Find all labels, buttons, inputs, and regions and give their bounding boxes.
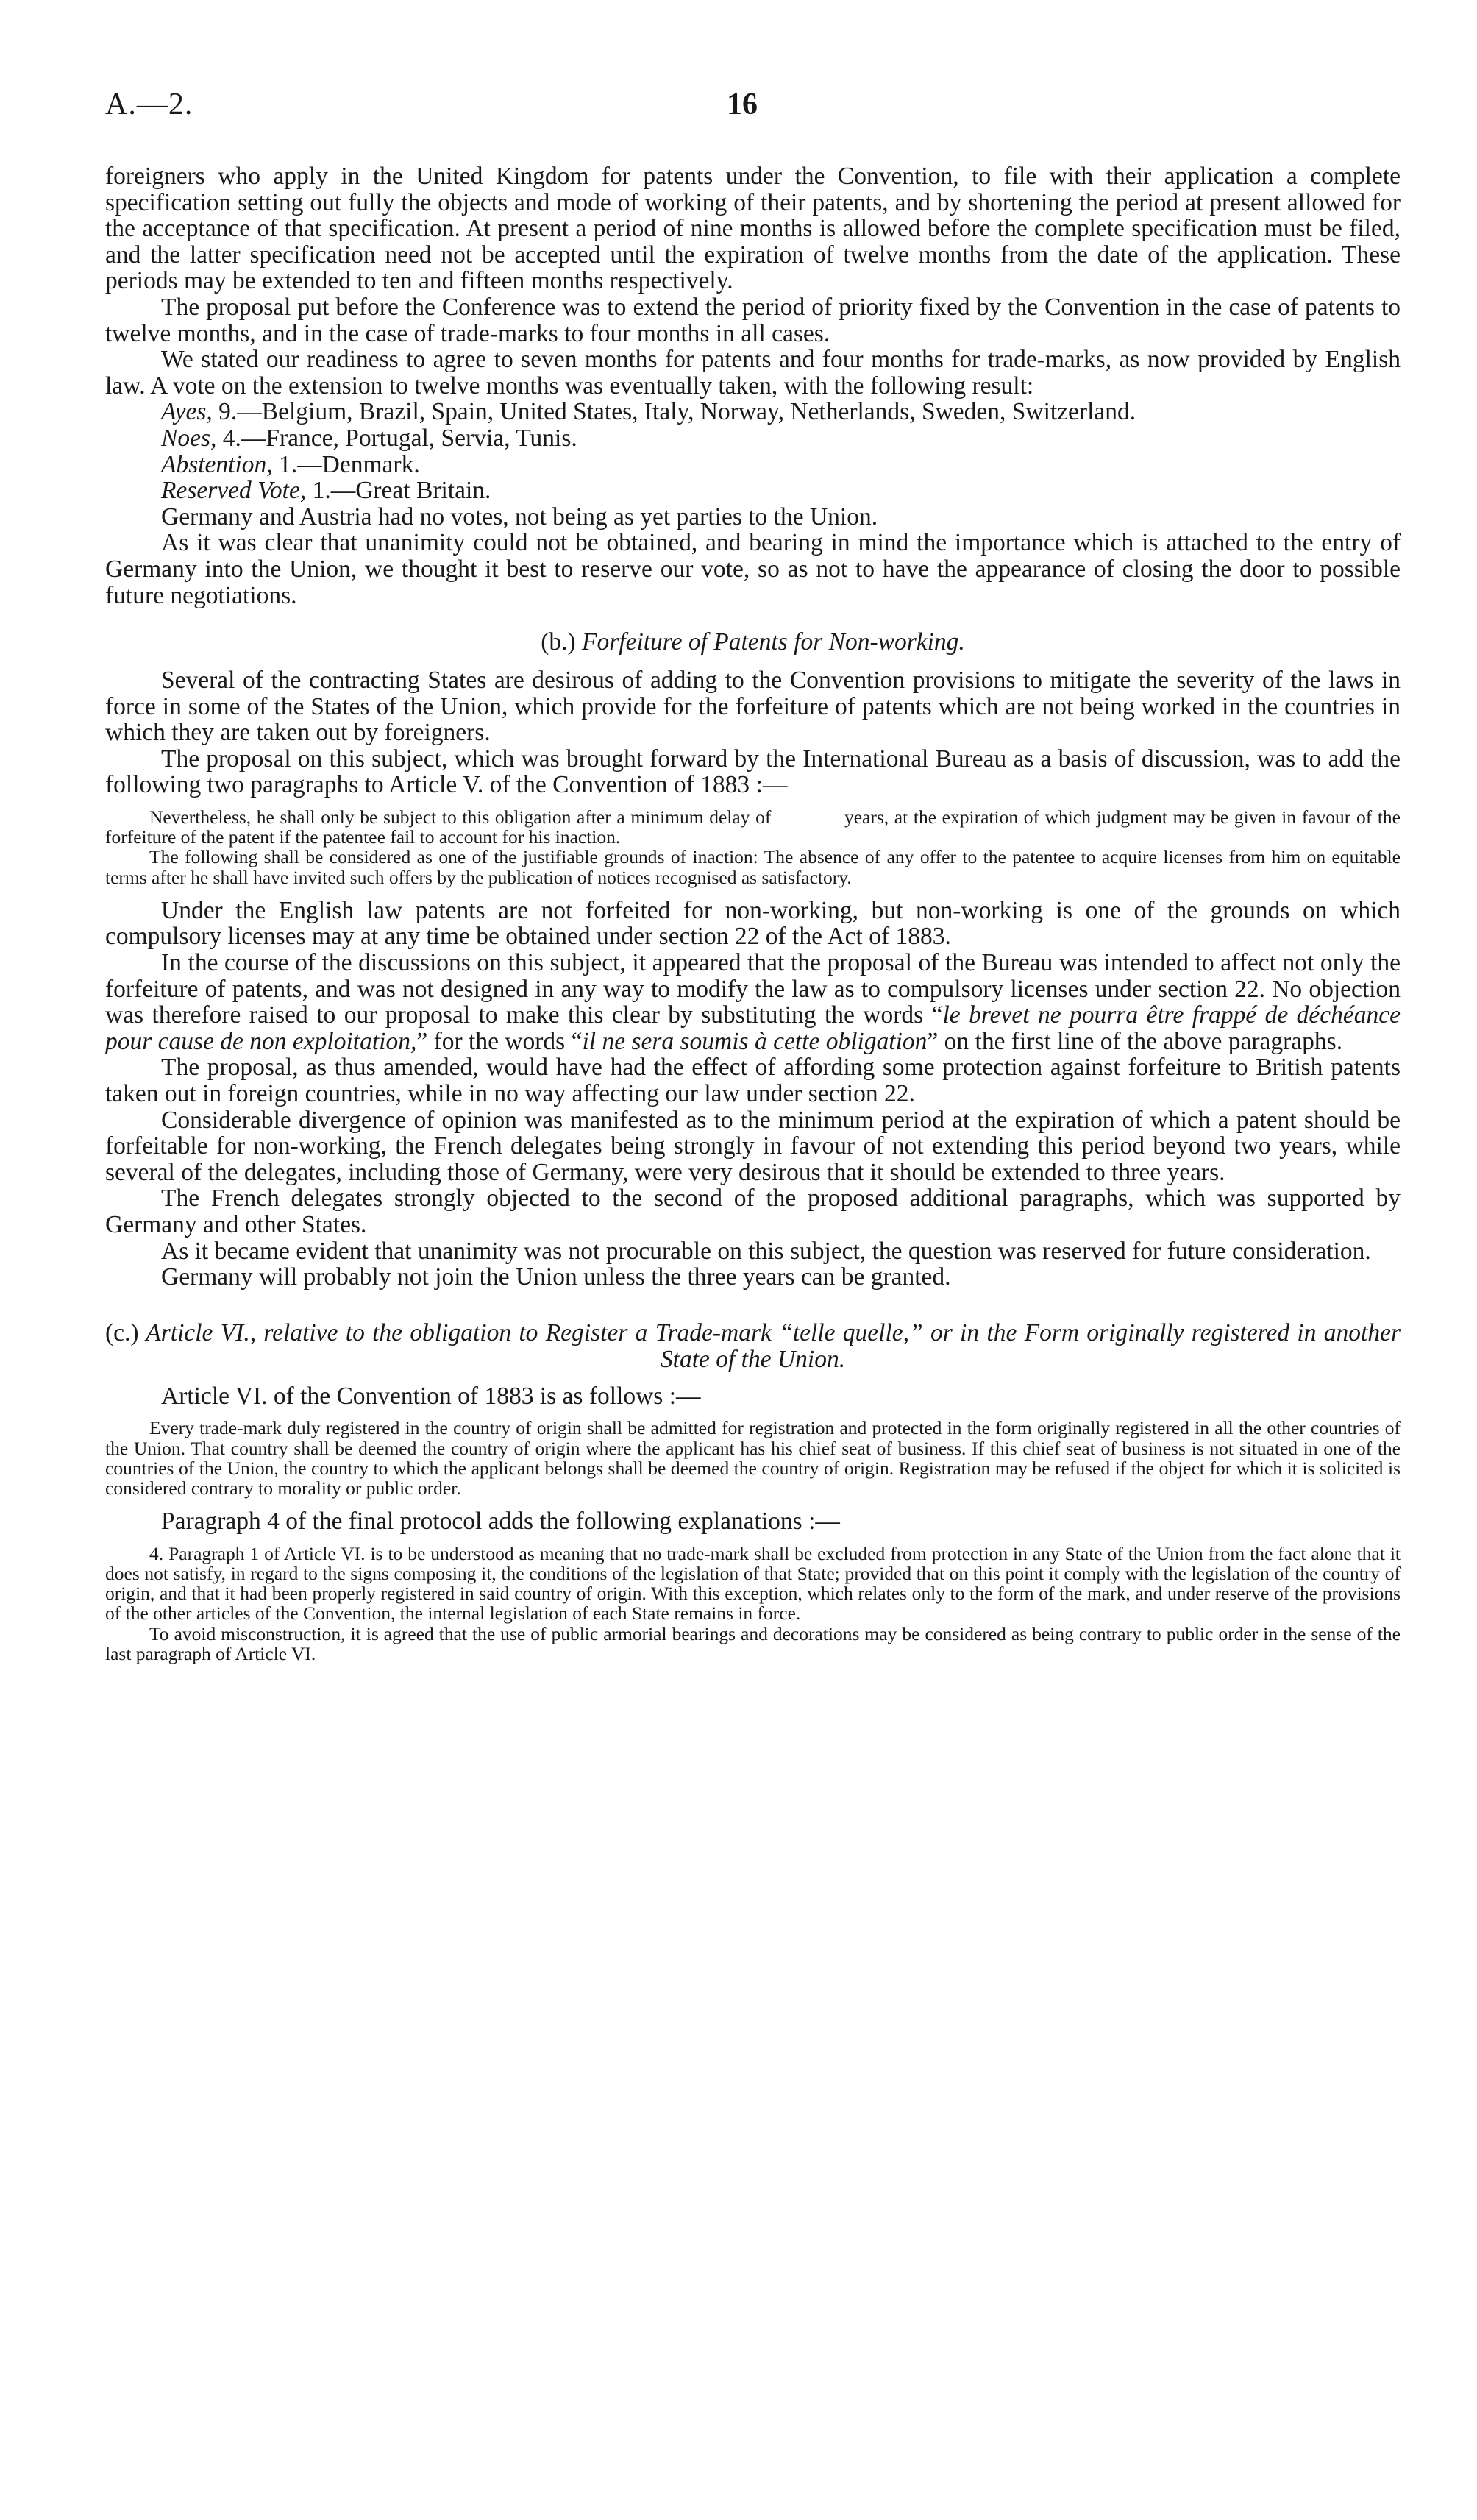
quote-block-article-vi bbox=[105, 1418, 1401, 1498]
vote-reserved-label: Reserved Vote, bbox=[161, 477, 307, 505]
discussion-text-b: ” for the words “ bbox=[416, 1027, 583, 1055]
section-c-heading bbox=[105, 1320, 1401, 1373]
vote-ayes bbox=[105, 399, 1401, 425]
vote-reserved-text: 1.—Great Britain. bbox=[306, 477, 491, 505]
paragraph-contracting-states: Several of the contracting States are desirous of adding to the Convention provisions to mitigate the severity of the laws in force in some of the States of the Union, which provide for the forfeiture of patents which are not being worked in the countries in which they are taken out by foreigners. bbox=[105, 667, 1401, 747]
vote-reserved bbox=[105, 478, 1401, 504]
vote-abstention-label: Abstention, bbox=[161, 450, 273, 478]
vote-abstention-text: 1.—Denmark. bbox=[272, 450, 420, 478]
vote-noes bbox=[105, 425, 1401, 452]
discussion-text-a: In the course of the discussions on this subject, it appeared that the proposal of the Bureau was intended to affect not only the forfeiture of patents, and was not designed in any way to modify the law as to compulsory licenses under section 22. No objection was therefore raised to our proposal to make this clear by substituting the words “ bbox=[105, 949, 1401, 1029]
paragraph-reserved-consideration: As it became evident that unanimity was not procurable on this subject, the question was reserved for future consideration. bbox=[161, 1237, 1371, 1265]
paragraph-article-vi-intro: Article VI. of the Convention of 1883 is as follows :— bbox=[161, 1382, 701, 1410]
vote-ayes-text: 9.—Belgium, Brazil, Spain, United States, Italy, Norway, Netherlands, Sweden, Switzerland. bbox=[212, 398, 1136, 426]
paragraph-unanimity: As it was clear that unanimity could not be obtained, and bearing in mind the importance which is attached to the entry of Germany into the Union, we thought it best to reserve our vote, so as not to have the appearance of closing the door to possible future negotiations. bbox=[105, 529, 1401, 609]
vote-noes-text: 4.—France, Portugal, Servia, Tunis. bbox=[216, 424, 577, 452]
section-b-title: Forfeiture of Patents for Non-working. bbox=[582, 628, 965, 656]
section-c-title-b: ” or in the Form originally registered in another State of the Union. bbox=[660, 1318, 1401, 1373]
paragraph-priority-proposal: The proposal put before the Conference was to extend the period of priority fixed by the Convention in the case of patents to twelve months, and in the case of trade-marks to four months in all cases. bbox=[105, 293, 1401, 347]
paragraph-divergence: Considerable divergence of opinion was manifested as to the minimum period at the expiration of which a patent should be forfeitable for non-working, the French delegates being strongly in favour of not extending this period beyond two years, while several of the delegates, including those of Germany, were very desirous that it should be extended to three years. bbox=[105, 1106, 1401, 1186]
discussion-text-c: ” on the first line of the above paragraphs. bbox=[927, 1027, 1343, 1055]
section-b-mark: (b.) bbox=[541, 628, 576, 656]
vote-abstention bbox=[105, 452, 1401, 478]
page-content bbox=[105, 163, 1406, 1674]
paragraph-french-objection: The French delegates strongly objected to the second of the proposed additional paragraphs, which was supported by Germany and other States. bbox=[105, 1185, 1401, 1238]
paragraph-germany-austria: Germany and Austria had no votes, not being as yet parties to the Union. bbox=[161, 503, 878, 530]
quote-armorial-bearings: To avoid misconstruction, it is agreed that the use of public armorial bearings and decorations may be considered as being contrary to public order in the sense of the last paragraph of Article VI. bbox=[105, 1622, 1401, 1664]
quote-block-protocol bbox=[105, 1544, 1401, 1664]
section-c-title-quote: telle quelle, bbox=[792, 1318, 910, 1346]
paragraph-discussions bbox=[105, 950, 1401, 1054]
paragraph-amended-proposal: The proposal, as thus amended, would have had the effect of affording some protection against forfeiture to British patents taken out in foreign countries, while in no way affecting our law under section 22. bbox=[105, 1054, 1401, 1108]
paragraph-continuation: foreigners who apply in the United Kingdom for patents under the Convention, to file with their application a complete specification setting out fully the objects and mode of working of their patents, and by shortening the period at present allowed for the acceptance of that specification. At present a period of nine months is allowed before the complete specification must be filed, and the latter specification need not be accepted until the expiration of twelve months from the date of the application. These periods may be extended to ten and fifteen months respectively. bbox=[105, 163, 1401, 295]
paragraph-readiness: We stated our readiness to agree to seven months for patents and four months for trade-marks, as now provided by English law. A vote on the extension to twelve months was eventually taken, with the following result: bbox=[105, 346, 1401, 400]
section-c-mark: (c.) bbox=[105, 1318, 139, 1346]
quote-justifiable-grounds: The following shall be considered as one of the justifiable grounds of inaction: The absence of any offer to the patentee to acquire licenses from him on equitable terms after he shall have invited such offers by the publication of notices recognised as satisfactory. bbox=[105, 846, 1401, 888]
paragraph-final-protocol: Paragraph 4 of the final protocol adds the following explanations :— bbox=[161, 1508, 840, 1536]
section-c-title-a: Article VI., relative to the obligation to Register a Trade-mark “ bbox=[146, 1318, 793, 1346]
document-reference: A.—2. bbox=[105, 88, 193, 121]
vote-noes-label: Noes, bbox=[161, 424, 217, 452]
page-header bbox=[105, 87, 1401, 131]
quote-protocol-paragraph-4: 4. Paragraph 1 of Article VI. is to be understood as meaning that no trade-mark shall be excluded from protection in any State of the Union from the fact alone that it does not satisfy, in regard to the signs composing it, the conditions of the legislation of that State; provided that on this point it comply with the legislation of the country of origin, and that it had been properly registered in said country of origin. With this exception, which relates only to the form of the mark, and under reserve of the provisions of the other articles of the Convention, the internal legislation of each State remains in force. bbox=[105, 1542, 1401, 1625]
quote-block-article-v bbox=[105, 806, 1406, 888]
paragraph-english-law: Under the English law patents are not forfeited for non-working, but non-working is one of the grounds on which compulsory licenses may at any time be obtained under section 22 of the Act of 1883. bbox=[105, 896, 1401, 951]
section-b-heading bbox=[105, 629, 1401, 656]
quote-article-vi: Every trade-mark duly registered in the country of origin shall be admitted for registration and protected in the form originally registered in all the other countries of the Union. That country shall be deemed the country of origin where the applicant has his chief seat of business. If this chief seat of business is not situated in one of the countries of the Union, the country to which the applicant belongs shall be deemed the country of origin. Registration may be refused if the object for which it is solicited is considered contrary to morality or public order. bbox=[105, 1417, 1401, 1499]
french-phrase-2: il ne sera soumis à cette obligation bbox=[582, 1027, 928, 1055]
paragraph-germany-join: Germany will probably not join the Union unless the three years can be granted. bbox=[161, 1263, 951, 1291]
french-phrase-1: le brevet ne pourra être frappé de déchéance pour cause de non exploitation, bbox=[105, 1001, 1401, 1055]
page-number: 16 bbox=[727, 88, 758, 121]
vote-ayes-label: Ayes, bbox=[161, 398, 213, 426]
quote-minimum-delay: Nevertheless, he shall only be subject to this obligation after a minimum delay of years, at the expiration of which judgment may be given in favour of the forfeiture of the patent if the patentee fail to account for his inaction. bbox=[105, 806, 1406, 848]
paragraph-bureau-proposal: The proposal on this subject, which was brought forward by the International Bureau as a basis of discussion, was to add the following two paragraphs to Article V. of the Convention of 1883 :— bbox=[105, 745, 1401, 799]
